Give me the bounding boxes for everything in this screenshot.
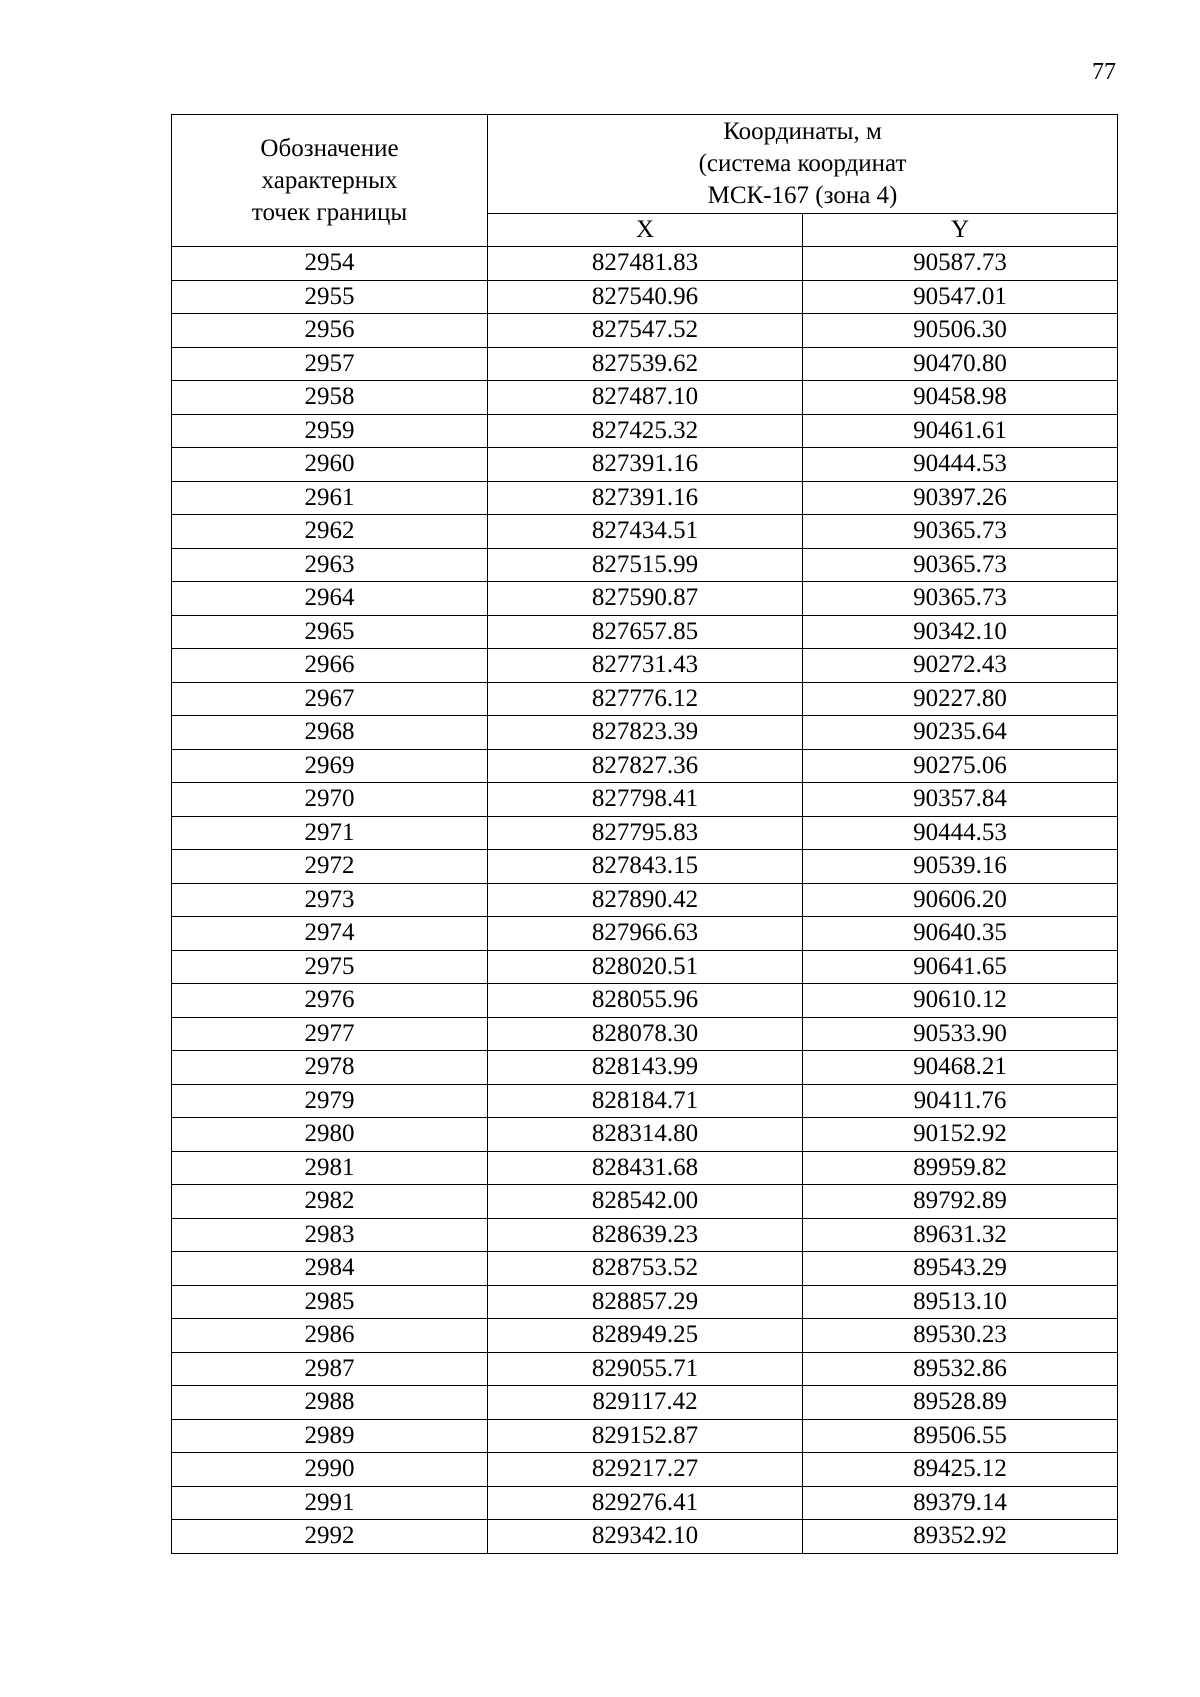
x-cell: 828857.29 xyxy=(488,1285,803,1319)
y-cell: 90458.98 xyxy=(803,381,1118,415)
y-cell: 90444.53 xyxy=(803,448,1118,482)
table-row xyxy=(172,582,1118,616)
x-cell: 828078.30 xyxy=(488,1017,803,1051)
table-row xyxy=(172,1051,1118,1085)
table-row xyxy=(172,381,1118,415)
header-point-line-2: характерных xyxy=(261,166,398,194)
x-cell: 827481.83 xyxy=(488,247,803,281)
point-cell: 2957 xyxy=(172,347,488,381)
y-cell: 90587.73 xyxy=(803,247,1118,281)
y-cell: 90227.80 xyxy=(803,682,1118,716)
y-cell: 90272.43 xyxy=(803,649,1118,683)
point-cell: 2980 xyxy=(172,1118,488,1152)
table-row xyxy=(172,749,1118,783)
table-row xyxy=(172,247,1118,281)
y-cell: 90152.92 xyxy=(803,1118,1118,1152)
y-cell: 90461.61 xyxy=(803,414,1118,448)
y-cell: 90444.53 xyxy=(803,816,1118,850)
header-point-line-1: Обозначение xyxy=(260,134,399,162)
table-row xyxy=(172,883,1118,917)
table-row xyxy=(172,716,1118,750)
point-cell: 2954 xyxy=(172,247,488,281)
table-row xyxy=(172,1486,1118,1520)
header-point-designation xyxy=(172,115,488,247)
y-cell: 90397.26 xyxy=(803,481,1118,515)
y-cell: 90506.30 xyxy=(803,314,1118,348)
y-cell: 89425.12 xyxy=(803,1453,1118,1487)
y-cell: 89543.29 xyxy=(803,1252,1118,1286)
x-cell: 827776.12 xyxy=(488,682,803,716)
table-row xyxy=(172,347,1118,381)
table-row xyxy=(172,1386,1118,1420)
y-cell: 90547.01 xyxy=(803,280,1118,314)
x-cell: 827843.15 xyxy=(488,850,803,884)
y-cell: 89631.32 xyxy=(803,1218,1118,1252)
point-cell: 2975 xyxy=(172,950,488,984)
x-cell: 827487.10 xyxy=(488,381,803,415)
y-cell: 90357.84 xyxy=(803,783,1118,817)
table-row xyxy=(172,448,1118,482)
point-cell: 2967 xyxy=(172,682,488,716)
header-x: X xyxy=(488,214,803,247)
point-cell: 2965 xyxy=(172,615,488,649)
table-row xyxy=(172,414,1118,448)
table-row xyxy=(172,481,1118,515)
y-cell: 90275.06 xyxy=(803,749,1118,783)
y-cell: 90640.35 xyxy=(803,917,1118,951)
point-cell: 2986 xyxy=(172,1319,488,1353)
x-cell: 827823.39 xyxy=(488,716,803,750)
y-cell: 89532.86 xyxy=(803,1352,1118,1386)
y-cell: 90342.10 xyxy=(803,615,1118,649)
table-row xyxy=(172,1352,1118,1386)
x-cell: 828184.71 xyxy=(488,1084,803,1118)
point-cell: 2964 xyxy=(172,582,488,616)
table-row xyxy=(172,1218,1118,1252)
header-point-line-3: точек границы xyxy=(251,198,408,226)
point-cell: 2958 xyxy=(172,381,488,415)
y-cell: 90235.64 xyxy=(803,716,1118,750)
y-cell: 90365.73 xyxy=(803,548,1118,582)
table-header xyxy=(172,115,1118,247)
table-row xyxy=(172,1118,1118,1152)
y-cell: 90365.73 xyxy=(803,582,1118,616)
x-cell: 829217.27 xyxy=(488,1453,803,1487)
x-cell: 827391.16 xyxy=(488,448,803,482)
point-cell: 2966 xyxy=(172,649,488,683)
table-row xyxy=(172,548,1118,582)
point-cell: 2960 xyxy=(172,448,488,482)
point-cell: 2959 xyxy=(172,414,488,448)
x-cell: 827540.96 xyxy=(488,280,803,314)
y-cell: 90533.90 xyxy=(803,1017,1118,1051)
point-cell: 2955 xyxy=(172,280,488,314)
y-cell: 89352.92 xyxy=(803,1520,1118,1554)
point-cell: 2990 xyxy=(172,1453,488,1487)
table-row xyxy=(172,950,1118,984)
table-row xyxy=(172,984,1118,1018)
x-cell: 827391.16 xyxy=(488,481,803,515)
point-cell: 2969 xyxy=(172,749,488,783)
point-cell: 2963 xyxy=(172,548,488,582)
point-cell: 2978 xyxy=(172,1051,488,1085)
header-coords-line-1: Координаты, м xyxy=(723,118,882,145)
point-cell: 2981 xyxy=(172,1151,488,1185)
table-row xyxy=(172,615,1118,649)
point-cell: 2988 xyxy=(172,1386,488,1420)
y-cell: 89506.55 xyxy=(803,1419,1118,1453)
point-cell: 2985 xyxy=(172,1285,488,1319)
header-coords-line-3: МСК-167 (зона 4) xyxy=(707,182,898,209)
x-cell: 827539.62 xyxy=(488,347,803,381)
table-row xyxy=(172,783,1118,817)
table-row xyxy=(172,280,1118,314)
point-cell: 2991 xyxy=(172,1486,488,1520)
point-cell: 2987 xyxy=(172,1352,488,1386)
point-cell: 2974 xyxy=(172,917,488,951)
table-row xyxy=(172,1017,1118,1051)
x-cell: 828020.51 xyxy=(488,950,803,984)
table-row xyxy=(172,1084,1118,1118)
x-cell: 827515.99 xyxy=(488,548,803,582)
table-row xyxy=(172,1453,1118,1487)
point-cell: 2982 xyxy=(172,1185,488,1219)
y-cell: 90539.16 xyxy=(803,850,1118,884)
x-cell: 827798.41 xyxy=(488,783,803,817)
y-cell: 89528.89 xyxy=(803,1386,1118,1420)
header-coords-line-2: (система координат xyxy=(698,150,907,177)
x-cell: 828753.52 xyxy=(488,1252,803,1286)
point-cell: 2977 xyxy=(172,1017,488,1051)
point-cell: 2989 xyxy=(172,1419,488,1453)
table-row xyxy=(172,1419,1118,1453)
y-cell: 90411.76 xyxy=(803,1084,1118,1118)
x-cell: 829152.87 xyxy=(488,1419,803,1453)
table-row xyxy=(172,1185,1118,1219)
x-cell: 827827.36 xyxy=(488,749,803,783)
x-cell: 827731.43 xyxy=(488,649,803,683)
y-cell: 89379.14 xyxy=(803,1486,1118,1520)
header-coordinates xyxy=(488,115,1118,214)
point-cell: 2971 xyxy=(172,816,488,850)
point-cell: 2962 xyxy=(172,515,488,549)
x-cell: 828143.99 xyxy=(488,1051,803,1085)
x-cell: 828314.80 xyxy=(488,1118,803,1152)
x-cell: 827434.51 xyxy=(488,515,803,549)
point-cell: 2973 xyxy=(172,883,488,917)
point-cell: 2983 xyxy=(172,1218,488,1252)
y-cell: 90468.21 xyxy=(803,1051,1118,1085)
y-cell: 90610.12 xyxy=(803,984,1118,1018)
x-cell: 828055.96 xyxy=(488,984,803,1018)
y-cell: 90641.65 xyxy=(803,950,1118,984)
table-row xyxy=(172,816,1118,850)
x-cell: 827890.42 xyxy=(488,883,803,917)
point-cell: 2961 xyxy=(172,481,488,515)
page-number: 77 xyxy=(1092,59,1116,85)
table-row xyxy=(172,314,1118,348)
x-cell: 829117.42 xyxy=(488,1386,803,1420)
table-row xyxy=(172,1151,1118,1185)
coordinates-table xyxy=(171,114,1118,1554)
point-cell: 2979 xyxy=(172,1084,488,1118)
y-cell: 89792.89 xyxy=(803,1185,1118,1219)
table-body xyxy=(172,247,1118,1554)
x-cell: 829055.71 xyxy=(488,1352,803,1386)
table-row xyxy=(172,1252,1118,1286)
x-cell: 827966.63 xyxy=(488,917,803,951)
y-cell: 90606.20 xyxy=(803,883,1118,917)
x-cell: 829342.10 xyxy=(488,1520,803,1554)
table-row xyxy=(172,1285,1118,1319)
point-cell: 2968 xyxy=(172,716,488,750)
y-cell: 89513.10 xyxy=(803,1285,1118,1319)
x-cell: 829276.41 xyxy=(488,1486,803,1520)
table-row xyxy=(172,682,1118,716)
table-row xyxy=(172,1319,1118,1353)
x-cell: 827795.83 xyxy=(488,816,803,850)
table-row xyxy=(172,515,1118,549)
table-row xyxy=(172,649,1118,683)
x-cell: 827590.87 xyxy=(488,582,803,616)
table-row xyxy=(172,917,1118,951)
point-cell: 2976 xyxy=(172,984,488,1018)
x-cell: 828431.68 xyxy=(488,1151,803,1185)
x-cell: 828949.25 xyxy=(488,1319,803,1353)
y-cell: 90470.80 xyxy=(803,347,1118,381)
y-cell: 89530.23 xyxy=(803,1319,1118,1353)
header-y: Y xyxy=(803,214,1118,247)
x-cell: 827425.32 xyxy=(488,414,803,448)
point-cell: 2956 xyxy=(172,314,488,348)
table-row xyxy=(172,1520,1118,1554)
point-cell: 2970 xyxy=(172,783,488,817)
y-cell: 90365.73 xyxy=(803,515,1118,549)
x-cell: 828542.00 xyxy=(488,1185,803,1219)
y-cell: 89959.82 xyxy=(803,1151,1118,1185)
point-cell: 2972 xyxy=(172,850,488,884)
point-cell: 2984 xyxy=(172,1252,488,1286)
x-cell: 827657.85 xyxy=(488,615,803,649)
table-row xyxy=(172,850,1118,884)
x-cell: 827547.52 xyxy=(488,314,803,348)
x-cell: 828639.23 xyxy=(488,1218,803,1252)
point-cell: 2992 xyxy=(172,1520,488,1554)
